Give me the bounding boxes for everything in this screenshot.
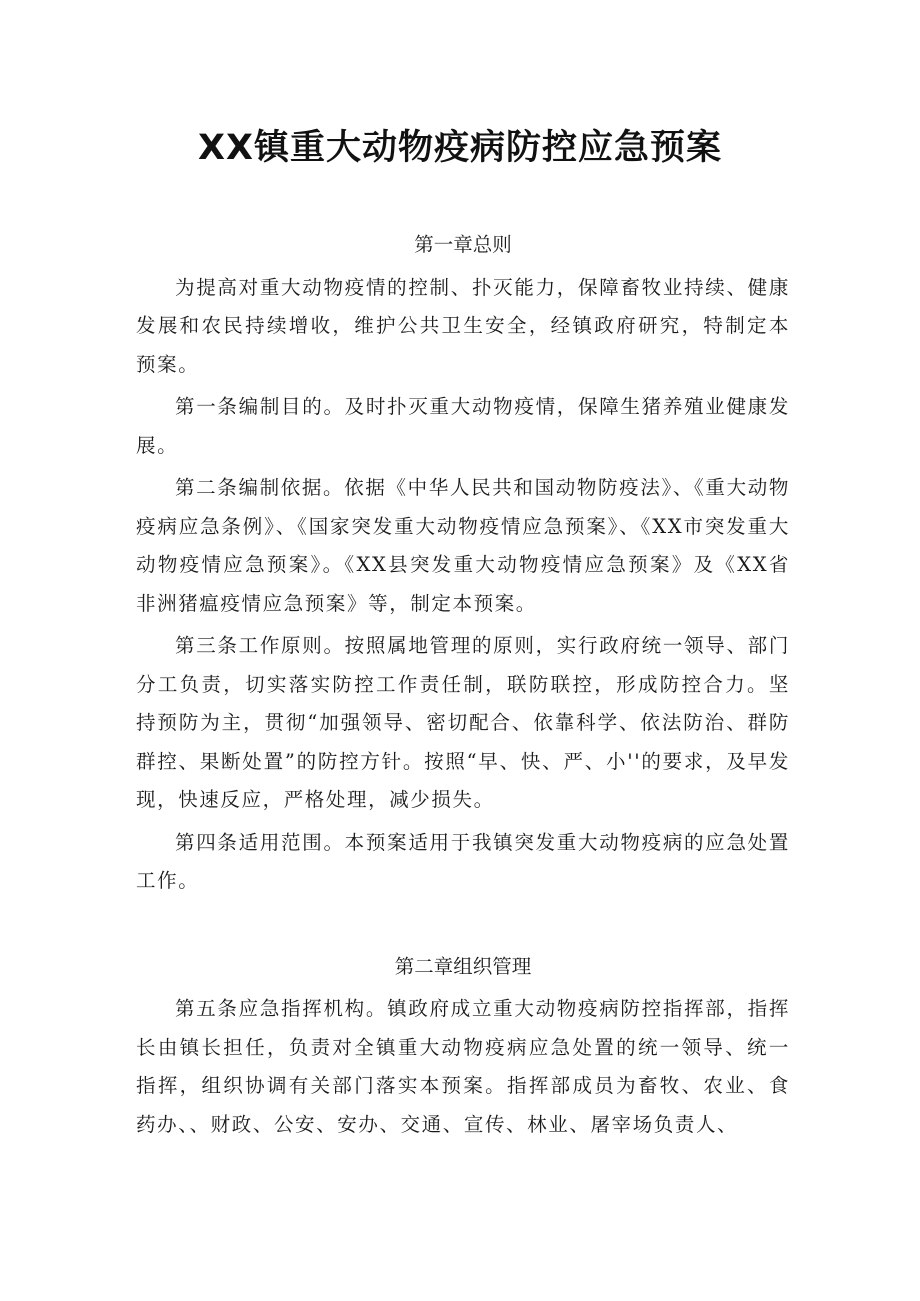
document-body <box>136 226 790 1144</box>
chapter-2-heading: 第二章组织管理 <box>394 954 532 978</box>
chapter-1-heading: 第一章总则 <box>414 233 512 256</box>
document-title: XX镇重大动物疫病防控应急预案 <box>198 128 722 168</box>
chapter-2-article-5: 第五条应急指挥机构。镇政府成立重大动物疫病防控指挥部，指挥长由镇长担任，负责对全镇重大动物疫病应急处置的统一领导、统一指挥，组织协调有关部门落实本预案。指挥部成员为畜牧、农业、食药办、、财政、公安、安办、交通、宣传、林业、屠宰场负责人、 <box>136 997 790 1136</box>
chapter-1-article-1: 第一条编制目的。及时扑灭重大动物疫情，保障生猪养殖业健康发展。 <box>136 395 790 457</box>
chapter-1-article-2: 第二条编制依据。依据《中华人民共和国动物防疫法》、《重大动物疫病应急条例》、《国家突发重大动物疫情应急预案》、《XX市突发重大动物疫情应急预案》。《XX县突发重大动物疫情应急预案》及《XX省非洲猪瘟疫情应急预案》等，制定本预案。 <box>136 476 790 615</box>
chapter-1-article-4: 第四条适用范围。本预案适用于我镇突发重大动物疫病的应急处置工作。 <box>136 830 790 892</box>
chapter-1-article-3: 第三条工作原则。按照属地管理的原则，实行政府统一领导、部门分工负责，切实落实防控工作责任制，联防联控，形成防控合力。坚持预防为主，贯彻“加强领导、密切配合、依靠科学、依法防治、群防群控、果断处置”的防控方针。按照“早、快、严、小''的要求，及早发现，快速反应，严格处理，减少损失。 <box>136 634 790 811</box>
chapter-1-paragraph-intro: 为提高对重大动物疫情的控制、扑灭能力，保障畜牧业持续、健康发展和农民持续增收，维护公共卫生安全，经镇政府研究，特制定本预案。 <box>136 275 790 376</box>
